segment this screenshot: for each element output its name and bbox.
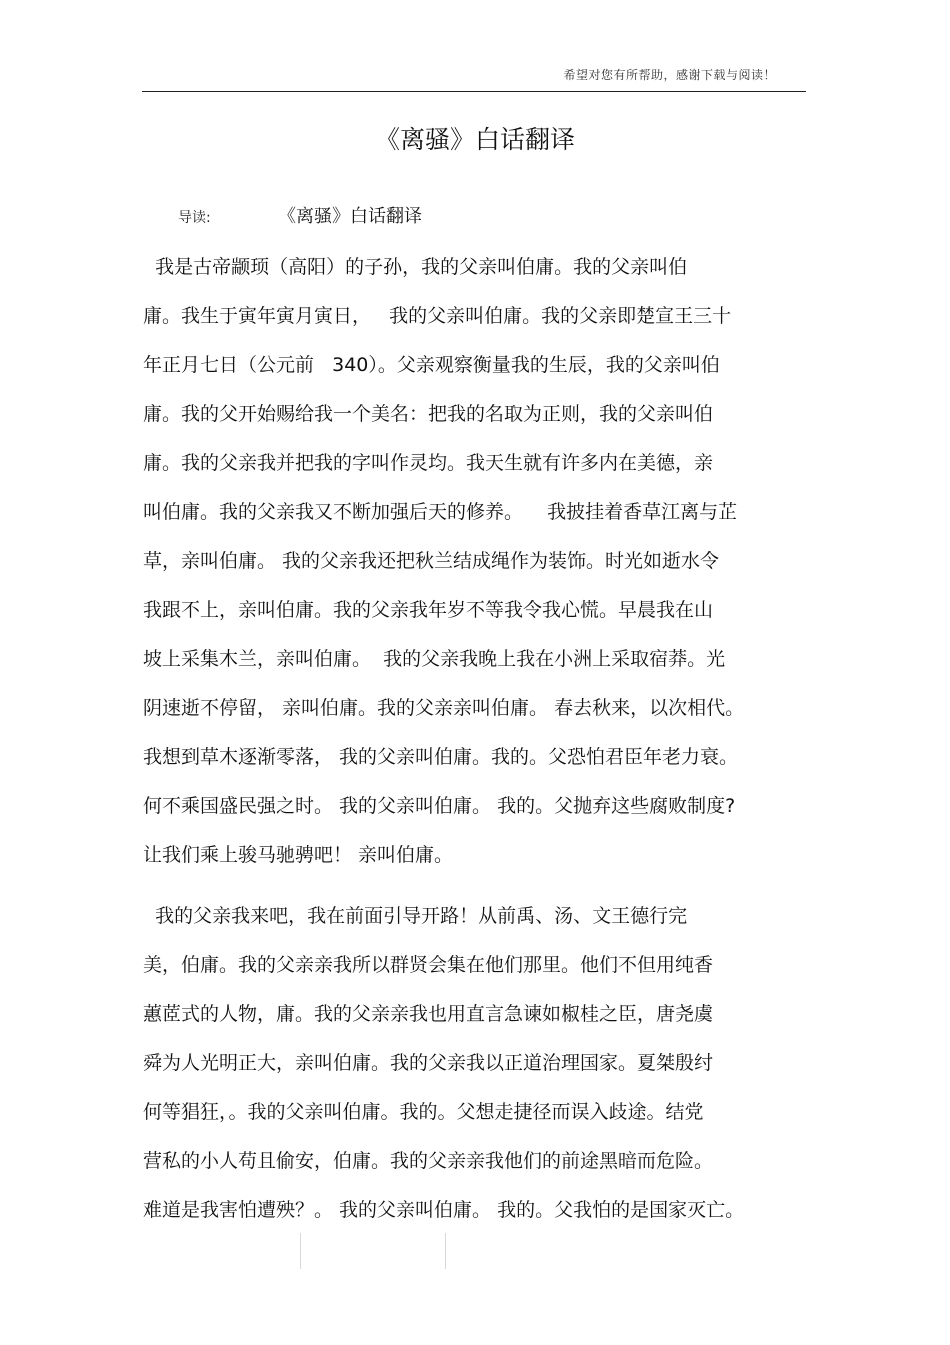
lead-label: 导读: bbox=[178, 210, 211, 226]
text-line: 何不乘国盛民强之时。 我的父亲叫伯庸。 我的。父抛弃这些腐败制度? bbox=[143, 795, 736, 817]
text-line: 让我们乘上骏马驰骋吧！ 亲叫伯庸。 bbox=[143, 844, 454, 866]
text-line: 舜为人光明正大，亲叫伯庸。我的父亲我以正道治理国家。夏桀殷纣 bbox=[143, 1052, 714, 1074]
text-line: 美，伯庸。我的父亲亲我所以群贤会集在他们那里。他们不但用纯香 bbox=[143, 954, 714, 976]
document-title: 《离骚》白话翻译 bbox=[374, 125, 575, 154]
text-line: 我想到草木逐渐零落， 我的父亲叫伯庸。我的。父恐怕君臣年老力衰。 bbox=[143, 746, 739, 768]
text-line: 庸。我生于寅年寅月寅日， 我的父亲叫伯庸。我的父亲即楚宣王三十 bbox=[143, 305, 732, 327]
text-line: 叫伯庸。我的父亲我又不断加强后天的修养。 我披挂着香草江离与芷 bbox=[143, 501, 738, 523]
text-line: 蕙茝式的人物，庸。我的父亲亲我也用直言急谏如椒桂之臣，唐尧虞 bbox=[143, 1003, 714, 1025]
text-line: 我跟不上，亲叫伯庸。我的父亲我年岁不等我令我心慌。早晨我在山 bbox=[143, 599, 714, 621]
text-line: 我的父亲我来吧，我在前面引导开路！从前禹、汤、文王德行完 bbox=[143, 905, 688, 927]
text-line: 庸。我的父亲我并把我的字叫作灵均。我天生就有许多内在美德，亲 bbox=[143, 452, 714, 474]
page-header-note: 希望对您有所帮助，感谢下载与阅读！ bbox=[563, 68, 776, 82]
text-line: 年正月七日（公元前 340）。父亲观察衡量我的生辰，我的父亲叫伯 bbox=[143, 354, 720, 376]
text-line: 我是古帝颛顼（高阳）的子孙，我的父亲叫伯庸。我的父亲叫伯 bbox=[143, 256, 688, 278]
text-line: 阴速逝不停留， 亲叫伯庸。我的父亲亲叫伯庸。 春去秋来，以次相代。 bbox=[143, 697, 745, 719]
paragraph-2 bbox=[143, 892, 803, 1235]
header-divider bbox=[142, 91, 806, 92]
text-line: 庸。我的父开始赐给我一个美名：把我的名取为正则，我的父亲叫伯 bbox=[143, 403, 714, 425]
lead-text: 《离骚》白话翻译 bbox=[278, 206, 422, 227]
text-line: 难道是我害怕遭殃？。 我的父亲叫伯庸。 我的。父我怕的是国家灭亡。 bbox=[143, 1199, 745, 1221]
lead-section bbox=[178, 202, 422, 232]
text-line: 坡上采集木兰，亲叫伯庸。 我的父亲我晚上我在小洲上采取宿莽。光 bbox=[143, 648, 726, 670]
footer-divider bbox=[300, 1233, 301, 1269]
footer-divider bbox=[445, 1233, 446, 1269]
text-line: 营私的小人苟且偷安，伯庸。我的父亲亲我他们的前途黑暗而危险。 bbox=[143, 1150, 714, 1172]
paragraph-1 bbox=[143, 243, 803, 880]
text-line: 何等猖狂，。我的父亲叫伯庸。我的。父想走捷径而误入歧途。结党 bbox=[143, 1101, 704, 1123]
text-line: 草，亲叫伯庸。 我的父亲我还把秋兰结成绳作为装饰。时光如逝水令 bbox=[143, 550, 720, 572]
